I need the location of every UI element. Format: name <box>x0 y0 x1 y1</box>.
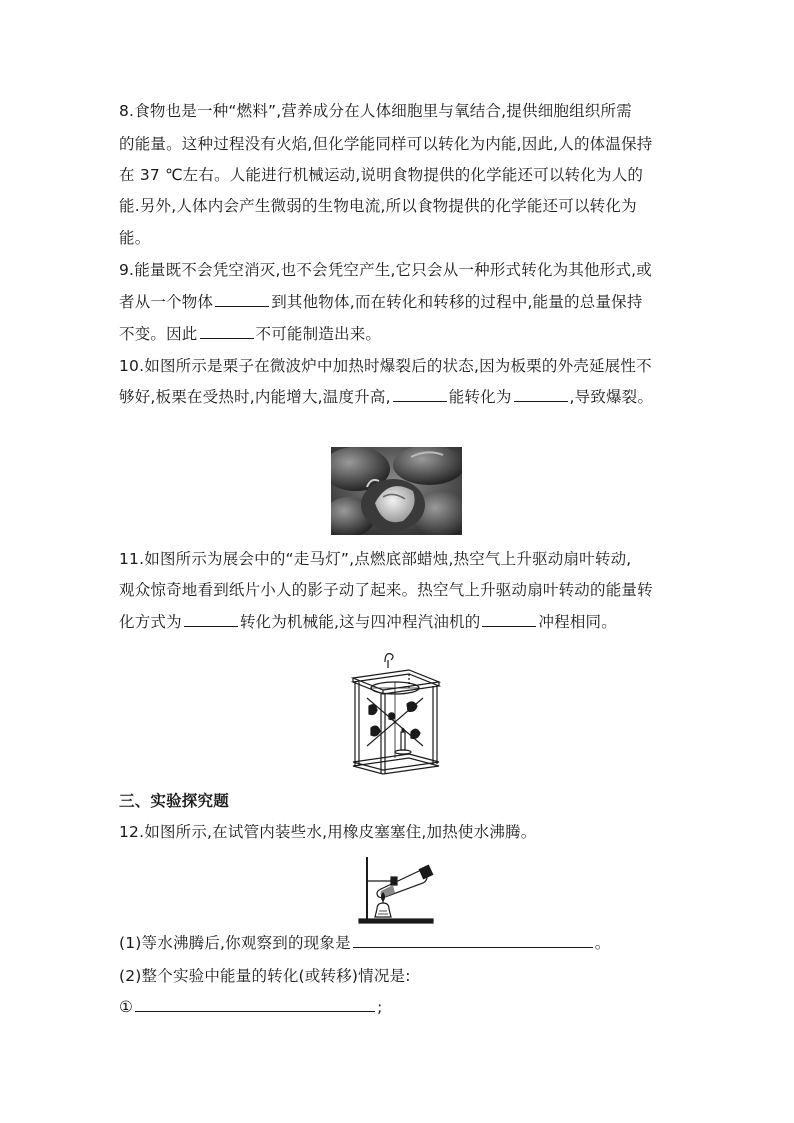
q11-line-3 <box>119 612 617 632</box>
q10-line-1: 10.如图所示是栗子在微波炉中加热时爆裂后的状态,因为板栗的外壳延展性不 <box>119 357 652 375</box>
q9-line-3 <box>119 324 381 344</box>
answer-blank-q11-2[interactable] <box>482 612 536 627</box>
q8-line-2: 的能量。这种过程没有火焰,但化学能同样可以转化为内能,因此,人的体温保持 <box>119 135 653 153</box>
q8-line-5: 能。 <box>119 229 151 247</box>
q12-sub1-end: 。 <box>594 934 611 952</box>
q8-line-1: 8.食物也是一种“燃料”,营养成分在人体细胞里与氧结合,提供细胞组织所需 <box>119 102 632 120</box>
chestnut-photo <box>331 447 462 535</box>
answer-blank-q9-1[interactable] <box>215 292 269 307</box>
q11-line-2: 观众惊奇地看到纸片小人的影子动了起来。热空气上升驱动扇叶转动的能量转 <box>119 581 653 599</box>
q12-sub-1 <box>119 933 611 953</box>
test-tube-apparatus <box>357 853 437 925</box>
answer-blank-q10-2[interactable] <box>514 387 568 402</box>
q12-line-1: 12.如图所示,在试管内装些水,用橡皮塞塞住,加热使水沸腾。 <box>119 823 537 841</box>
q12-sub-2: (2)整个实验中能量的转化(或转移)情况是: <box>119 967 411 985</box>
q9-text-a: 者从一个物体 <box>119 293 214 311</box>
q9-line-2 <box>119 292 643 312</box>
q11-text-b: 转化为机械能,这与四冲程汽油机的 <box>239 613 481 631</box>
q9-text-c: 不变。因此 <box>119 325 198 343</box>
q11-text-a: 化方式为 <box>119 613 182 631</box>
answer-blank-q11-1[interactable] <box>184 612 238 627</box>
q10-line-2 <box>119 387 653 407</box>
answer-blank-q12-2[interactable] <box>135 997 375 1012</box>
q8-line-4: 能.另外,人体内会产生微弱的生物电流,所以食物提供的化学能还可以转化为 <box>119 197 637 215</box>
lantern-illustration <box>345 648 445 778</box>
q9-text-b: 到其他物体,而在转化和转移的过程中,能量的总量保持 <box>271 293 643 311</box>
q8-line-3: 在 37 ℃左右。人能进行机械运动,说明食物提供的化学能还可以转化为人的 <box>119 166 644 184</box>
q12-item1-end: ; <box>377 998 383 1016</box>
q11-line-1: 11.如图所示为展会中的“走马灯”,点燃底部蜡烛,热空气上升驱动扇叶转动, <box>119 550 632 568</box>
q10-text-c: ,导致爆裂。 <box>569 388 654 406</box>
q12-item-1 <box>119 997 383 1017</box>
q12-sub1-text: (1)等水沸腾后,你观察到的现象是 <box>119 934 351 952</box>
q10-text-a: 够好,板栗在受热时,内能增大,温度升高, <box>119 388 391 406</box>
q11-text-c: 冲程相同。 <box>538 613 617 631</box>
q12-item1-marker: ① <box>119 998 134 1016</box>
answer-blank-q12-1[interactable] <box>353 933 593 948</box>
section-heading: 三、实验探究题 <box>119 792 229 810</box>
answer-blank-q9-2[interactable] <box>200 324 254 339</box>
answer-blank-q10-1[interactable] <box>393 387 447 402</box>
q9-line-1: 9.能量既不会凭空消灭,也不会凭空产生,它只会从一种形式转化为其他形式,或 <box>119 261 652 279</box>
q9-text-d: 不可能制造出来。 <box>255 325 382 343</box>
q10-text-b: 能转化为 <box>448 388 512 406</box>
